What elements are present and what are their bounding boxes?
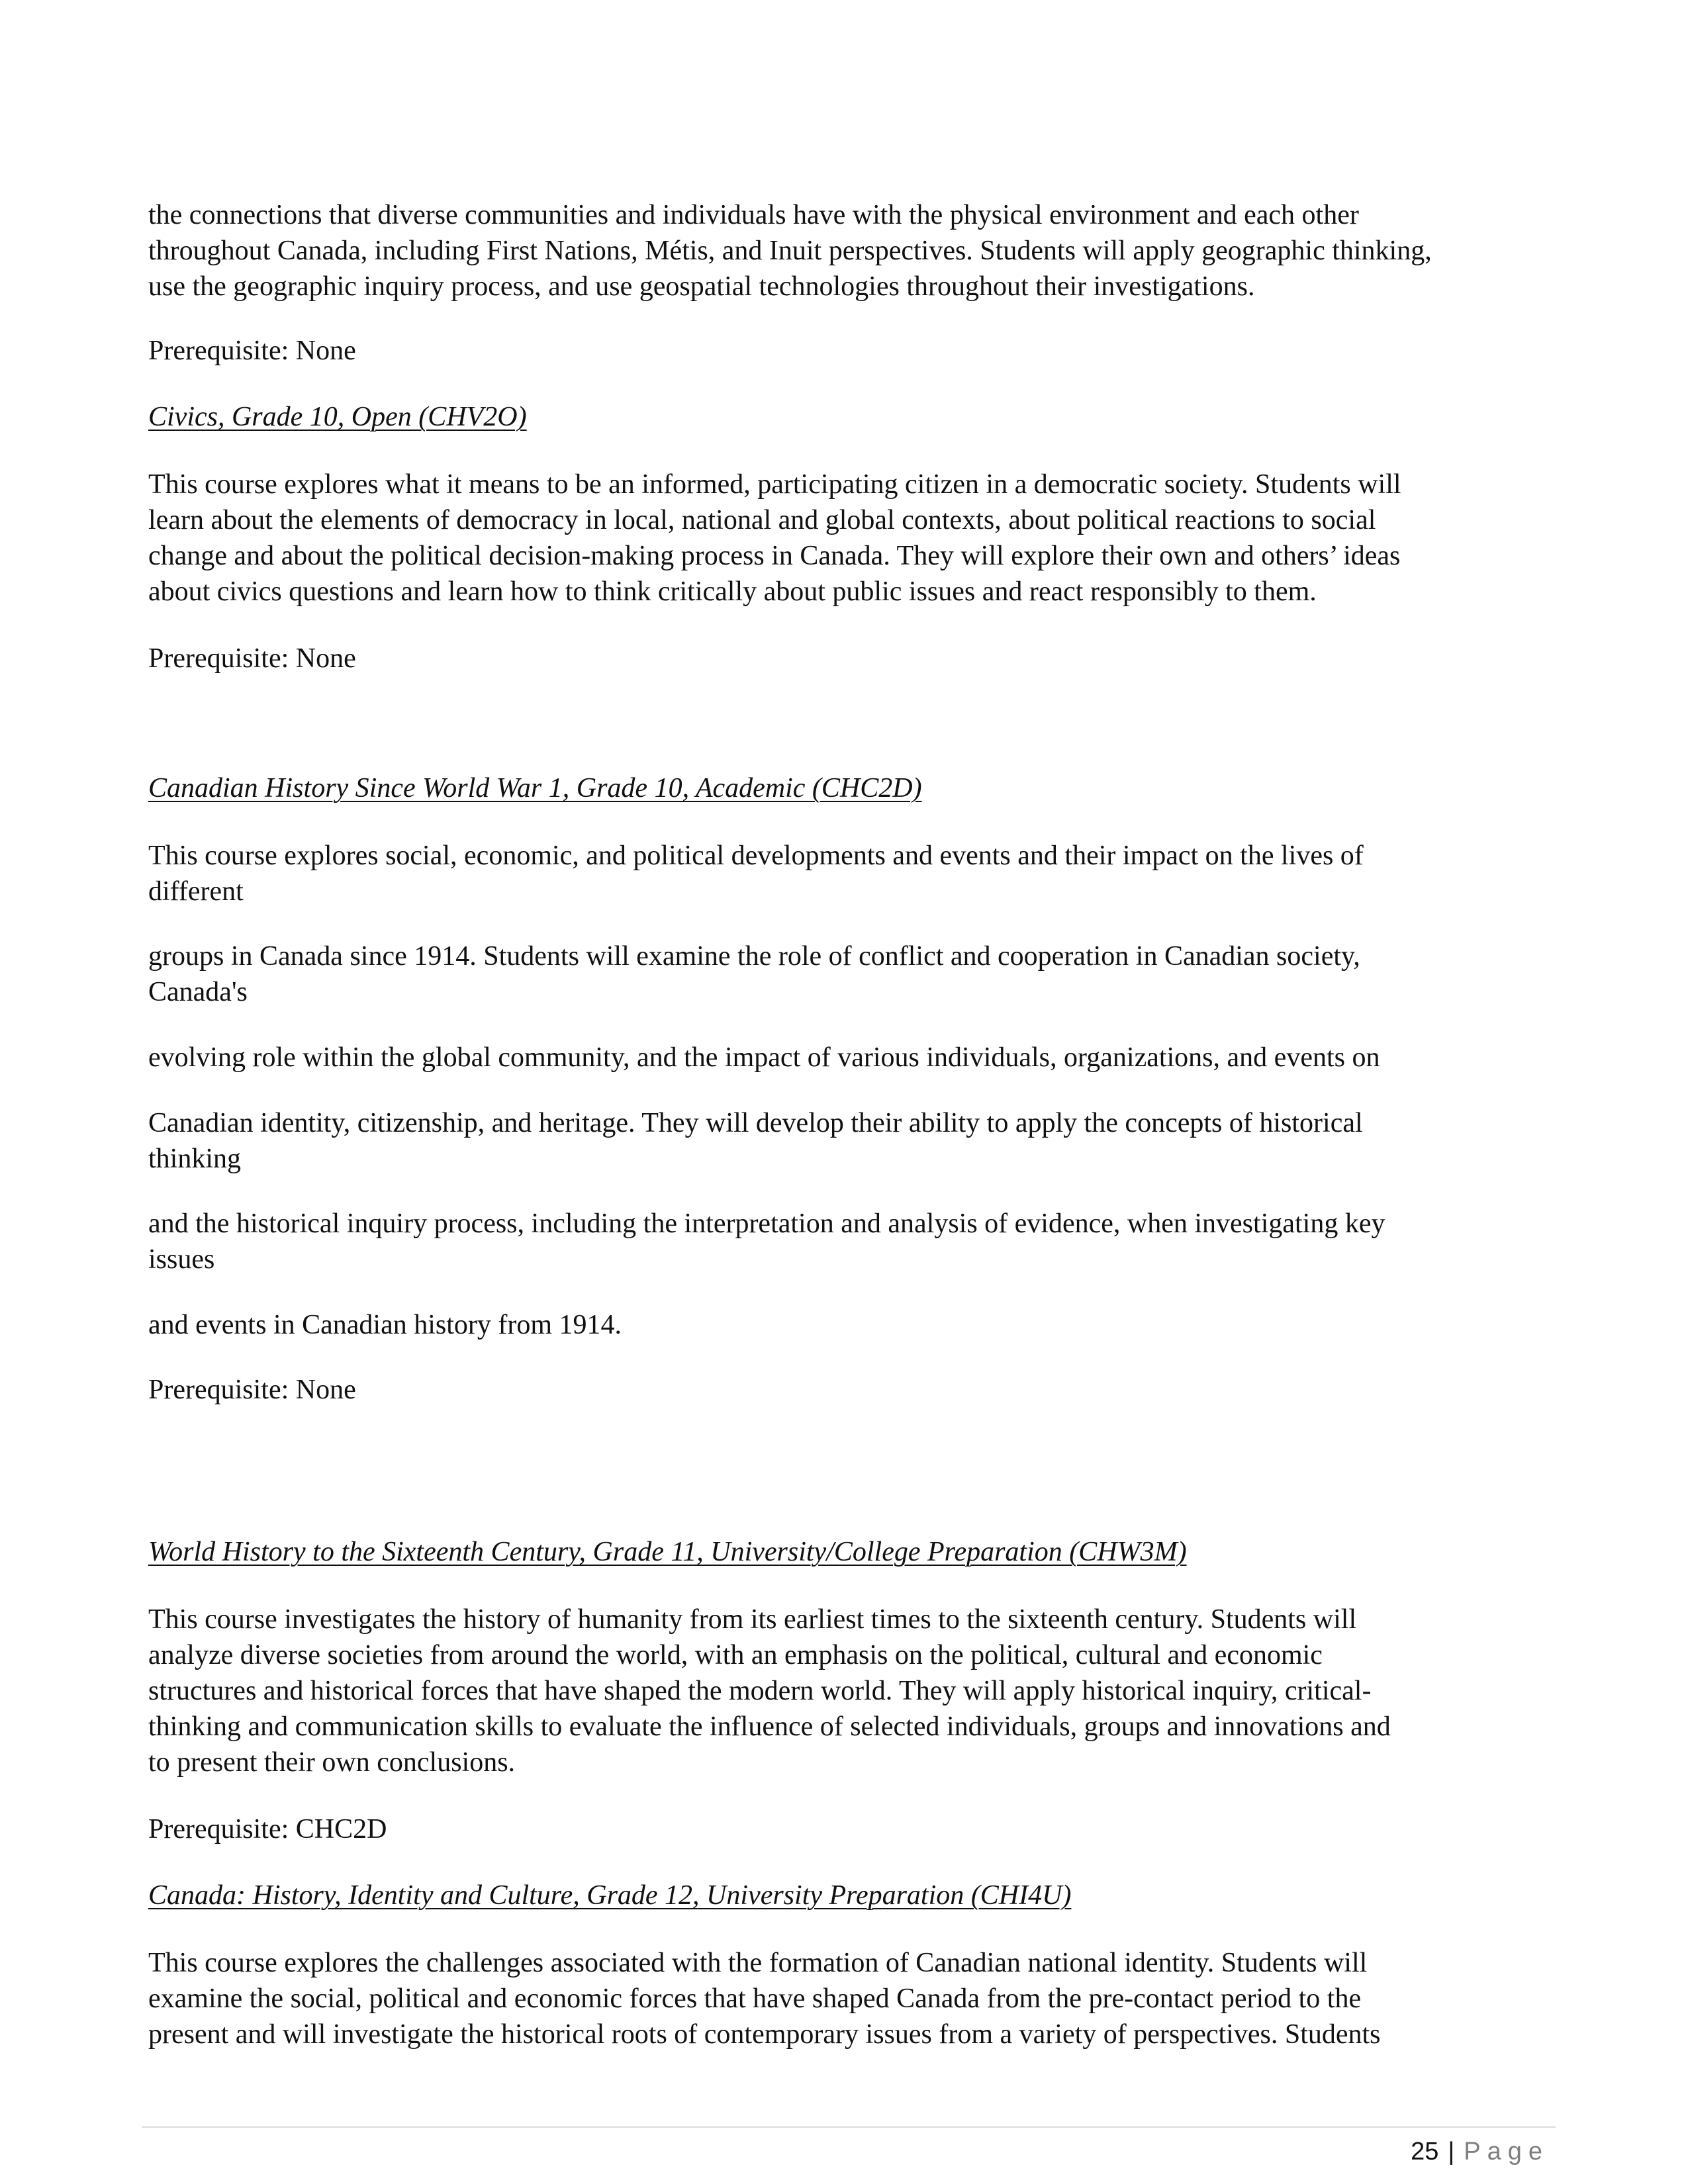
description-paragraph [148, 938, 1545, 1010]
text-line: to present their own conclusions. [148, 1747, 516, 1778]
description-paragraph [148, 1307, 1545, 1343]
page-label: Page [1464, 2138, 1549, 2165]
text-line: This course explores social, economic, and political developments and events and their impact on the lives of [148, 841, 1364, 871]
footer-divider [142, 2126, 1556, 2128]
course-description-chw3m [148, 1602, 1545, 1780]
text-line: thinking [148, 1144, 242, 1174]
text-line: This course explores what it means to be an informed, participating citizen in a democratic society. Students will [148, 469, 1401, 500]
text-line: evolving role within the global community, and the impact of various individuals, organizations, and events on [148, 1042, 1380, 1073]
text-line: about civics questions and learn how to think critically about public issues and react responsibly to them. [148, 576, 1317, 607]
description-paragraph [148, 1206, 1545, 1277]
text-line: Canadian identity, citizenship, and heritage. They will develop their ability to apply the concepts of historical [148, 1108, 1363, 1138]
intro-paragraph [148, 197, 1545, 304]
course-heading-chc2d: Canadian History Since World War 1, Grade 10, Academic (CHC2D) [148, 773, 922, 803]
text-line: Canada's [148, 977, 248, 1007]
text-line: groups in Canada since 1914. Students will examine the role of conflict and cooperation in Canadian society, [148, 941, 1360, 972]
prerequisite: Prerequisite: None [148, 1375, 356, 1405]
text-line: and events in Canadian history from 1914. [148, 1310, 622, 1340]
text-line: use the geographic inquiry process, and use geospatial technologies throughout their investigations. [148, 271, 1255, 302]
description-paragraph [148, 1040, 1545, 1075]
course-heading-chw3m: World History to the Sixteenth Century, Grade 11, University/College Preparation (CHW3M) [148, 1537, 1187, 1567]
text-line: This course explores the challenges associated with the formation of Canadian national identity. Students will [148, 1948, 1368, 1978]
prerequisite: Prerequisite: CHC2D [148, 1814, 387, 1844]
text-line: the connections that diverse communities and individuals have with the physical environment and each other [148, 200, 1359, 230]
page-number: 25 [1411, 2138, 1439, 2165]
text-line: throughout Canada, including First Nations, Métis, and Inuit perspectives. Students will apply geographic thinking, [148, 236, 1432, 266]
text-line: different [148, 876, 244, 907]
text-line: learn about the elements of democracy in local, national and global contexts, about political reactions to social [148, 505, 1376, 535]
text-line: thinking and communication skills to evaluate the influence of selected individuals, groups and innovations and [148, 1711, 1391, 1742]
text-line: structures and historical forces that have shaped the modern world. They will apply historical inquiry, critical- [148, 1676, 1372, 1706]
text-line: present and will investigate the historical roots of contemporary issues from a variety of perspectives. Students [148, 2019, 1381, 2050]
text-line: change and about the political decision-making process in Canada. They will explore their own and others’ ideas [148, 541, 1401, 571]
description-paragraph [148, 1105, 1545, 1177]
course-heading-chv2o: Civics, Grade 10, Open (CHV2O) [148, 402, 527, 432]
text-line: This course investigates the history of humanity from its earliest times to the sixteenth century. Students will [148, 1604, 1357, 1635]
text-line: examine the social, political and economic forces that have shaped Canada from the pre-contact period to the [148, 1983, 1362, 2014]
course-description-chi4u [148, 1945, 1545, 2052]
text-line: and the historical inquiry process, including the interpretation and analysis of evidence, when investigating key [148, 1208, 1385, 1239]
footer-separator: | [1448, 2138, 1455, 2165]
prerequisite: Prerequisite: None [148, 643, 356, 674]
course-description-chv2o [148, 467, 1545, 610]
page-footer [1411, 2136, 1549, 2167]
text-line: issues [148, 1244, 215, 1275]
course-heading-chi4u: Canada: History, Identity and Culture, Grade 12, University Preparation (CHI4U) [148, 1880, 1072, 1911]
text-line: analyze diverse societies from around the world, with an emphasis on the political, cultural and economic [148, 1640, 1323, 1670]
description-paragraph [148, 838, 1545, 909]
prerequisite: Prerequisite: None [148, 336, 356, 366]
